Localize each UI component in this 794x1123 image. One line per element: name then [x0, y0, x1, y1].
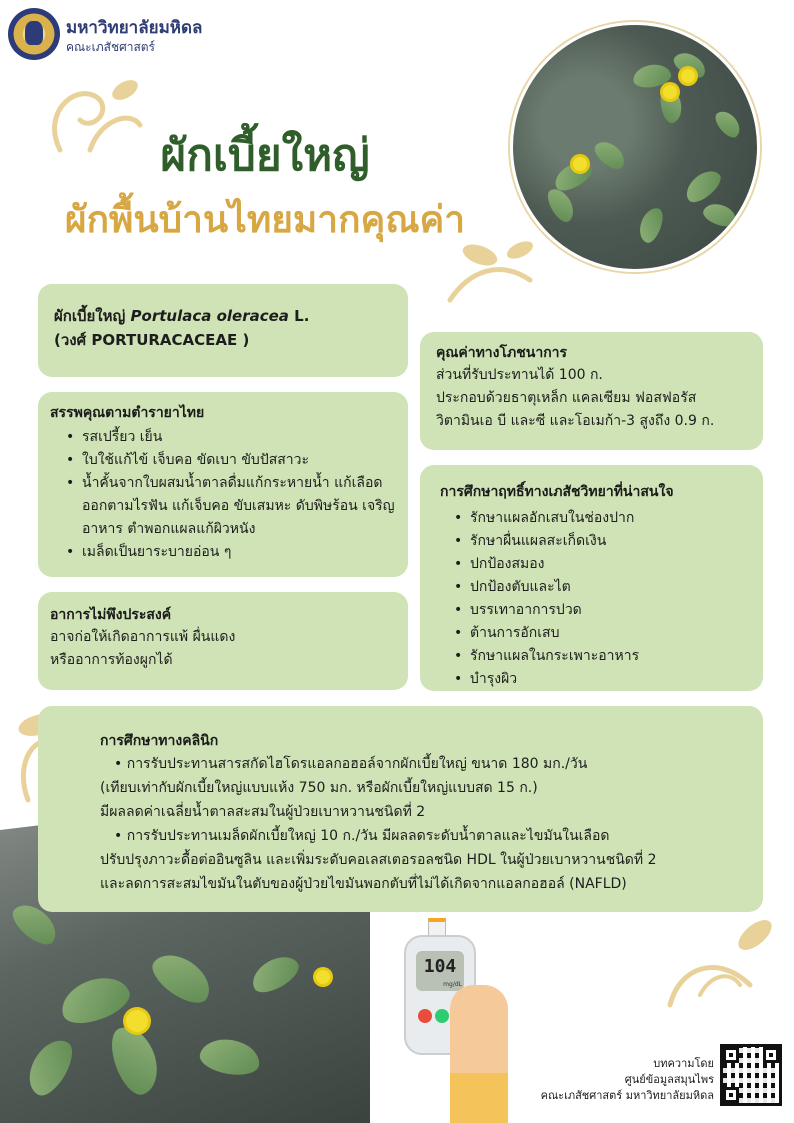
adverse-line: หรืออาการท้องผูกได้: [50, 652, 173, 668]
meter-reading: 104: [416, 951, 464, 991]
list-item: • เมล็ดเป็นยาระบายอ่อน ๆ: [64, 541, 396, 564]
nutrition-card: [420, 332, 763, 450]
traditional-list: [64, 426, 396, 564]
adverse-heading: อาการไม่พึงประสงค์: [50, 607, 172, 623]
faculty-name: คณะเภสัชศาสตร์: [66, 40, 156, 54]
clinical-line: • การรับประทานสารสกัดไฮโดรแอลกอฮอล์จากผักเบี้ยใหญ่ ขนาด 180 มก./วัน: [114, 756, 588, 772]
nutrition-line: ส่วนที่รับประทานได้ 100 ก.: [436, 367, 603, 383]
adverse-line: อาจก่อให้เกิดอาการแพ้ ผื่นแดง: [50, 629, 236, 645]
hand-icon: [450, 985, 508, 1123]
clinical-heading: การศึกษาทางคลินิก: [100, 733, 219, 749]
list-item: • รักษาแผลในกระเพาะอาหาร: [452, 645, 743, 668]
clinical-studies-card: [38, 706, 763, 912]
page-subtitle: ผักพื้นบ้านไทยมากคุณค่า: [64, 198, 466, 241]
page-title: ผักเบี้ยใหญ่: [160, 130, 370, 181]
meter-unit: mg/dL: [443, 981, 462, 988]
credits-line: บทความโดย: [653, 1057, 714, 1070]
credits-line: ศูนย์ข้อมูลสมุนไพร: [624, 1073, 714, 1086]
clinical-line: และลดการสะสมไขมันในตับของผู้ป่วยไขมันพอกตับที่ไม่ได้เกิดจากแอลกอฮอล์ (NAFLD): [100, 876, 627, 892]
list-item: • ปกป้องสมอง: [452, 553, 743, 576]
traditional-heading: สรรพคุณตามตำรายาไทย: [50, 405, 205, 421]
common-name: ผักเบี้ยใหญ่: [54, 307, 126, 325]
list-item: • รักษาผื่นแผลสะเก็ดเงิน: [452, 530, 743, 553]
credits: [541, 1056, 714, 1104]
meter-button-icon: [418, 1009, 432, 1023]
family-name: (วงศ์ PORTURACACEAE ): [54, 331, 250, 349]
list-item: • ปกป้องตับและไต: [452, 576, 743, 599]
clinical-line: • การรับประทานเมล็ดผักเบี้ยใหญ่ 10 ก./วัน มีผลลดระดับน้ำตาลและไขมันในเลือด: [114, 828, 610, 844]
nutrition-line: ประกอบด้วยธาตุเหล็ก แคลเซียม ฟอสฟอรัส: [436, 390, 697, 406]
list-item: • บำรุงผิว: [452, 668, 743, 691]
decorative-swirl-icon: [660, 905, 780, 1015]
clinical-line: (เทียบเท่ากับผักเบี้ยใหญ่แบบแห้ง 750 มก. หรือผักเบี้ยใหญ่แบบสด 15 ก.): [100, 780, 538, 796]
adverse-effects-card: [38, 592, 408, 690]
credits-line: คณะเภสัชศาสตร์ มหาวิทยาลัยมหิดล: [540, 1089, 714, 1102]
species-card: [38, 284, 408, 377]
purslane-photo: [510, 22, 760, 272]
list-item: • น้ำคั้นจากใบผสมน้ำตาลดื่มแก้กระหายน้ำ แก้เลือดออกตามไรฟัน แก้เจ็บคอ ขับเสมหะ ดับพิษร้อน เจริญอาหาร ตำพอกแผลแก้ผิวหนัง: [64, 472, 396, 541]
list-item: • รสเปรี้ยว เย็น: [64, 426, 396, 449]
list-item: • รักษาแผลอักเสบในช่องปาก: [452, 507, 743, 530]
pharmacology-heading: การศึกษาฤทธิ์ทางเภสัชวิทยาที่น่าสนใจ: [440, 484, 674, 500]
university-seal-icon: [8, 8, 60, 60]
author-abbrev: L.: [294, 307, 310, 325]
pharmacology-list: [452, 507, 743, 691]
pharmacology-card: [420, 465, 763, 691]
list-item: • ต้านการอักเสบ: [452, 622, 743, 645]
nutrition-heading: คุณค่าทางโภชนาการ: [436, 345, 568, 361]
clinical-line: มีผลลดค่าเฉลี่ยน้ำตาลสะสมในผู้ป่วยเบาหวานชนิดที่ 2: [100, 804, 426, 820]
list-item: • ใบใช้แก้ไข้ เจ็บคอ ขัดเบา ขับปัสสาวะ: [64, 449, 396, 472]
decorative-swirl-icon: [440, 230, 550, 310]
scientific-name: Portulaca oleracea: [130, 307, 289, 325]
nutrition-line: วิตามินเอ บี และซี และโอเมก้า-3 สูงถึง 0.9 ก.: [436, 413, 715, 429]
meter-button-icon: [435, 1009, 449, 1023]
clinical-line: ปรับปรุงภาวะดื้อต่ออินซูลิน และเพิ่มระดับคอเลสเตอรอลชนิด HDL ในผู้ป่วยเบาหวานชนิดที่ 2: [100, 852, 657, 868]
traditional-uses-card: [38, 392, 408, 577]
list-item: • บรรเทาอาการปวด: [452, 599, 743, 622]
qr-code-icon[interactable]: [720, 1044, 782, 1106]
university-name: มหาวิทยาลัยมหิดล: [66, 18, 203, 38]
